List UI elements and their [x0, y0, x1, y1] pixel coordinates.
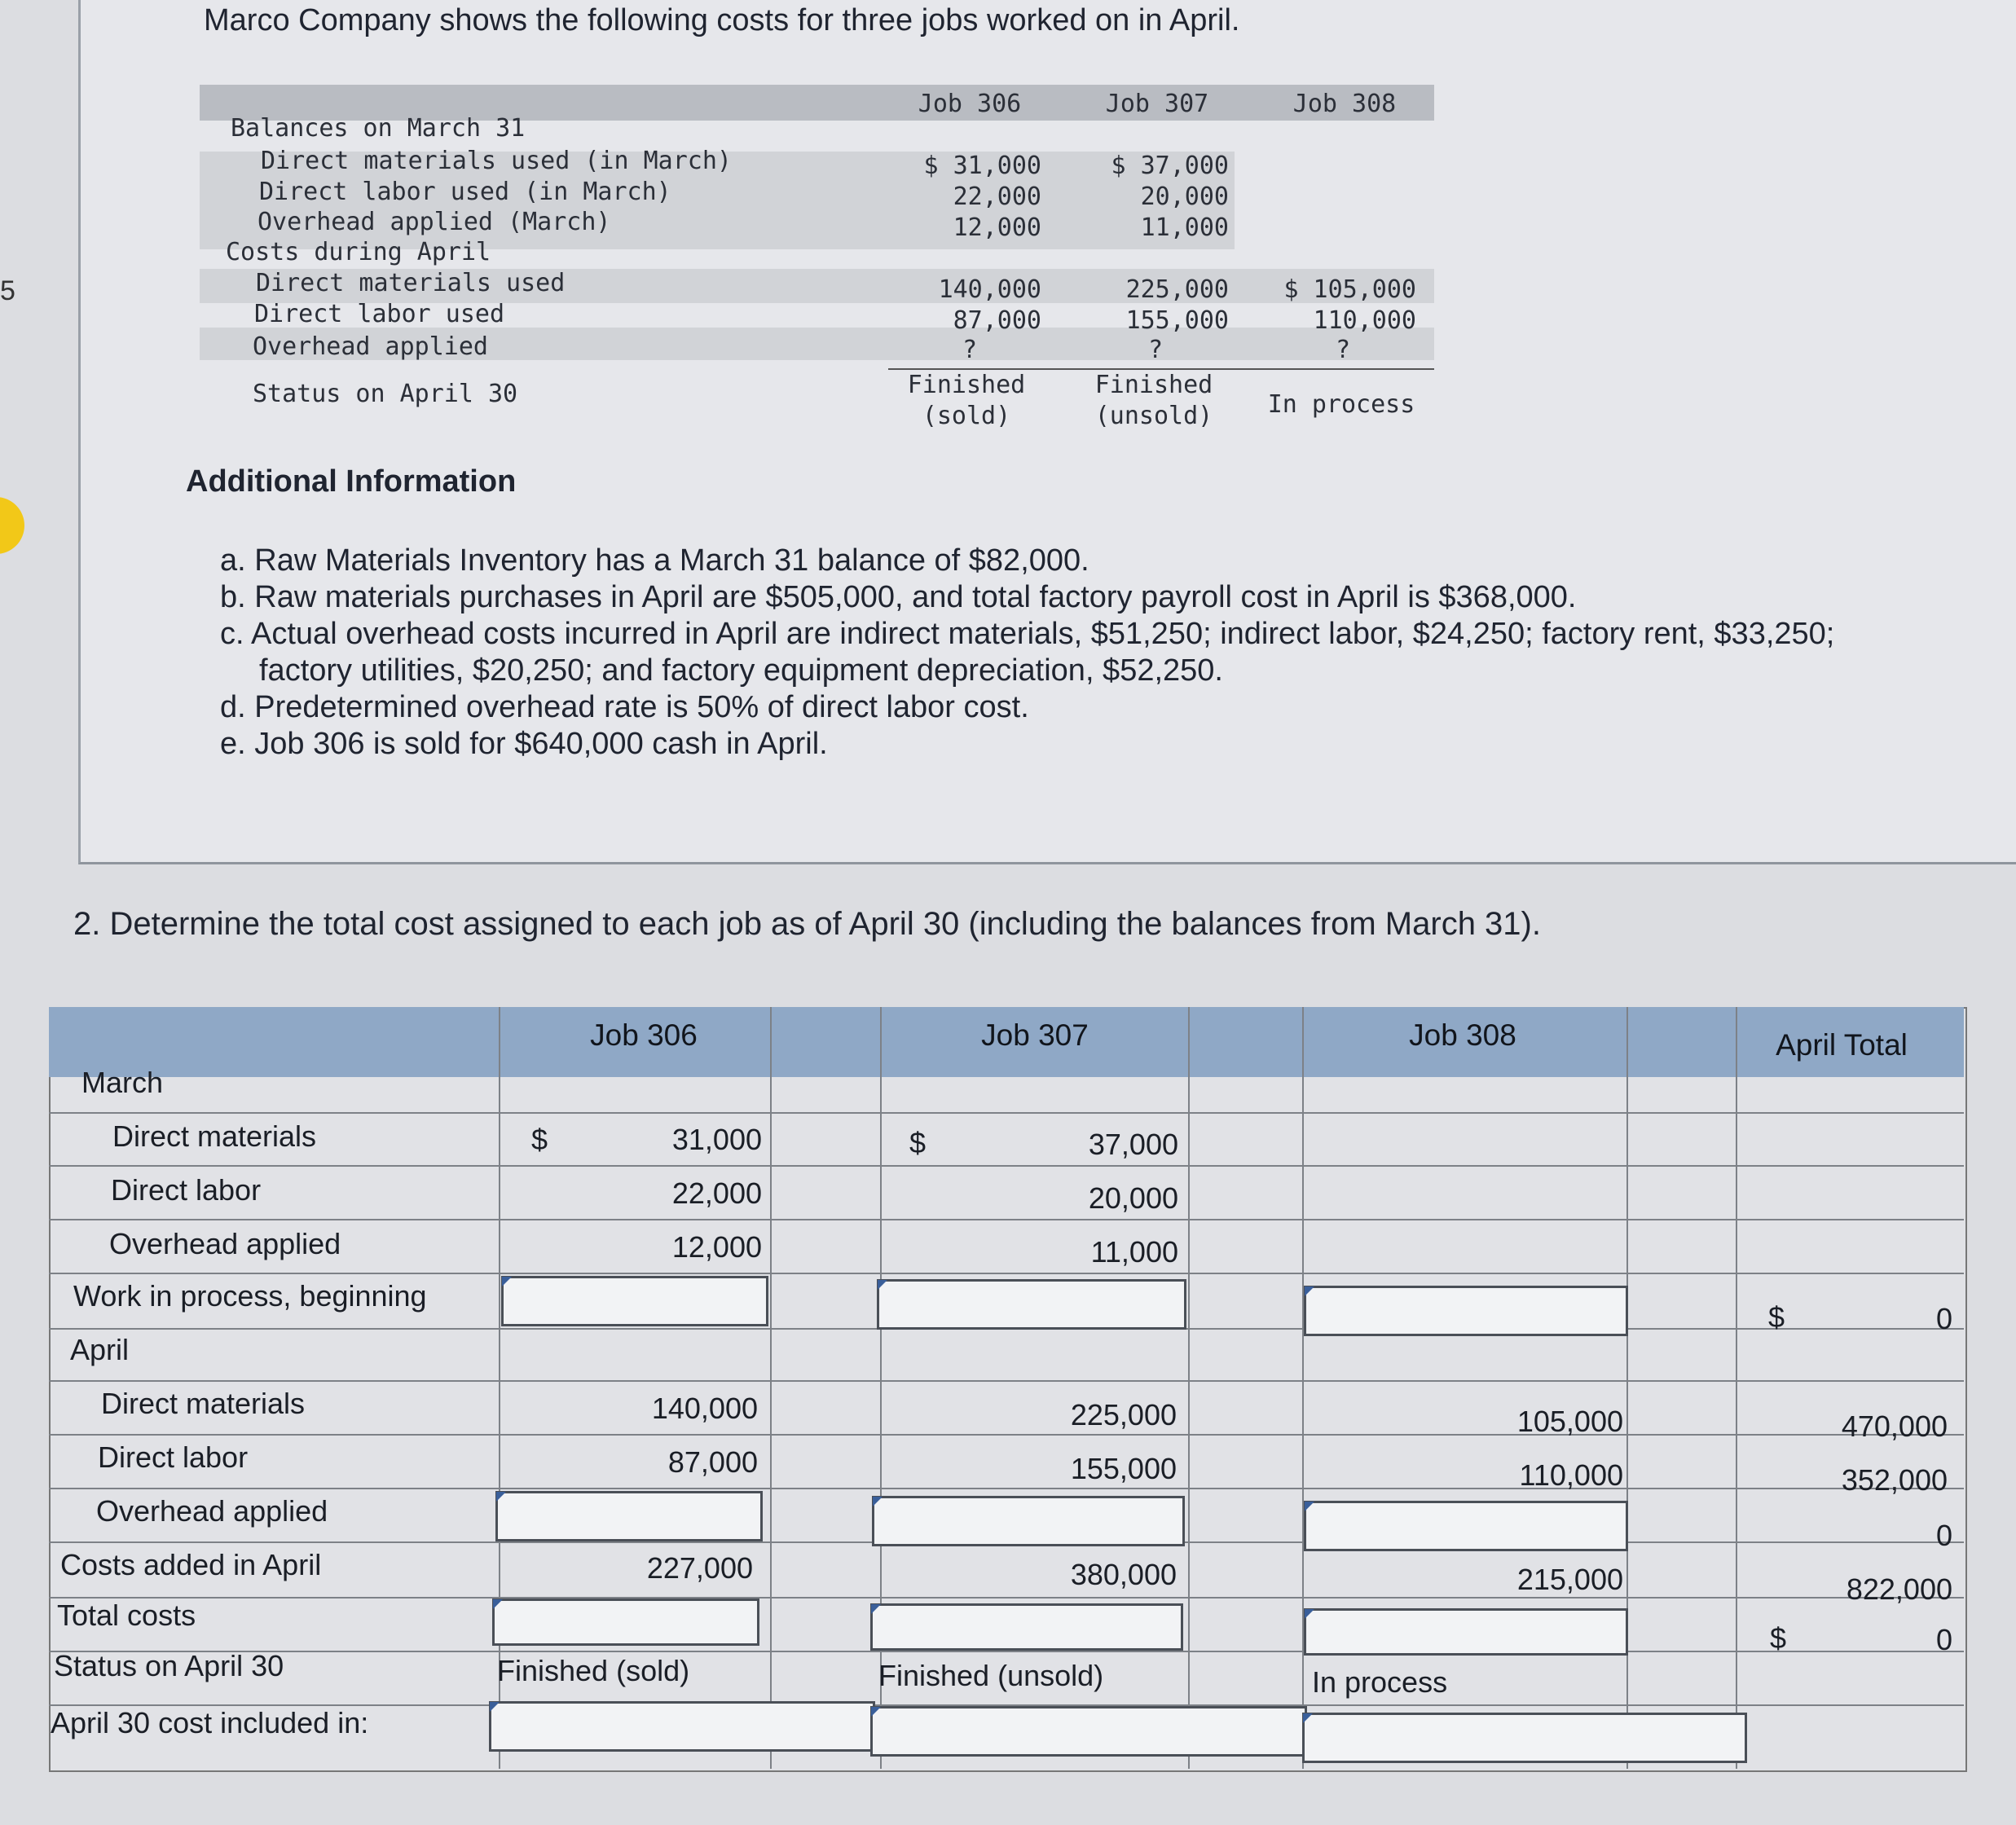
- row-label: Costs during April: [226, 238, 491, 266]
- value: 11,000: [1140, 213, 1229, 242]
- row-line: [49, 1273, 1964, 1274]
- value: 12,000: [953, 213, 1041, 242]
- col-sep: [880, 1007, 882, 1769]
- question-text: 2. Determine the total cost assigned to each job as of April 30 (including the balances from March 31).: [73, 906, 1541, 942]
- grid-col-job-307: Job 307: [981, 1018, 1089, 1052]
- value: $ 31,000: [923, 152, 1041, 180]
- row-label: Direct materials: [112, 1119, 317, 1153]
- edge-glyph: 5: [0, 275, 15, 306]
- row-label-april: April: [70, 1333, 130, 1366]
- value: $ 105,000: [1283, 275, 1416, 304]
- col-job-308: Job 308: [1292, 90, 1397, 118]
- dollar-sign: $: [909, 1126, 927, 1159]
- job307-april-dl: 155,000: [1070, 1452, 1177, 1485]
- job307-overhead-input[interactable]: [872, 1496, 1185, 1546]
- value: 22,000: [953, 182, 1041, 211]
- job306-march-oh: 12,000: [671, 1230, 762, 1264]
- row-label: Status on April 30: [54, 1649, 284, 1682]
- job307-wip-input[interactable]: [877, 1279, 1186, 1330]
- value: ?: [962, 336, 978, 364]
- row-line: [49, 1434, 1964, 1436]
- row-label-march: March: [81, 1066, 164, 1099]
- info-item: e. Job 306 is sold for $640,000 cash in April.: [220, 727, 828, 761]
- job307-added: 380,000: [1070, 1558, 1177, 1591]
- row-label: Total costs: [57, 1599, 196, 1632]
- value: 155,000: [1125, 306, 1229, 335]
- dollar-sign: $: [531, 1123, 548, 1156]
- additional-info-title: Additional Information: [186, 464, 517, 499]
- value: $ 37,000: [1111, 152, 1229, 180]
- job308-added: 215,000: [1516, 1563, 1623, 1596]
- info-item: b. Raw materials purchases in April are $505,000, and total factory payroll cost in April is $368,000.: [220, 580, 1577, 614]
- row-label: April 30 cost included in:: [51, 1706, 369, 1739]
- row-line: [49, 1380, 1964, 1382]
- job306-march-dm: 31,000: [671, 1123, 762, 1156]
- dollar-sign: $: [1770, 1621, 1787, 1655]
- job306-status: Finished (sold): [497, 1654, 690, 1687]
- answer-grid: [49, 1007, 1967, 1772]
- job307-status: Finished (unsold): [878, 1659, 1104, 1692]
- job308-overhead-input[interactable]: [1304, 1501, 1628, 1551]
- job306-added: 227,000: [646, 1551, 753, 1585]
- job306-april-dl: 87,000: [667, 1445, 758, 1479]
- value: ?: [1147, 336, 1164, 364]
- value: 87,000: [953, 306, 1041, 335]
- row-line: [49, 1597, 1964, 1599]
- col-sep: [1736, 1007, 1737, 1769]
- value: 110,000: [1313, 306, 1416, 335]
- row-label: Status on April 30: [253, 380, 518, 408]
- row-label: Costs added in April: [60, 1548, 322, 1581]
- job308-status: In process: [1312, 1665, 1448, 1699]
- row-line: [49, 1219, 1964, 1220]
- job308-april-dm: 105,000: [1516, 1405, 1623, 1438]
- row-line: [49, 1112, 1964, 1114]
- job308-wip-input[interactable]: [1304, 1286, 1628, 1336]
- row-label: Overhead applied (March): [258, 208, 611, 236]
- job306-overhead-input[interactable]: [495, 1491, 763, 1541]
- row-label: Direct materials used: [256, 269, 566, 297]
- value: ?: [1335, 336, 1351, 364]
- info-item: a. Raw Materials Inventory has a March 31 balance of $82,000.: [220, 543, 1089, 578]
- value: 20,000: [1140, 182, 1229, 211]
- job307-march-dl: 20,000: [1088, 1181, 1178, 1215]
- intro-text: Marco Company shows the following costs for three jobs worked on in April.: [204, 3, 1240, 37]
- info-item: factory utilities, $20,250; and factory equipment depreciation, $52,250.: [259, 653, 1223, 688]
- job306-april-dm: 140,000: [651, 1392, 758, 1425]
- total-april-dm: 470,000: [1841, 1409, 1948, 1443]
- dollar-sign: $: [1768, 1300, 1785, 1334]
- total-april-oh: 0: [1935, 1519, 1952, 1552]
- row-label: Overhead applied: [96, 1494, 328, 1528]
- job308-april-dl: 110,000: [1519, 1458, 1623, 1492]
- col-sep: [1188, 1007, 1190, 1769]
- row-line: [49, 1651, 1964, 1652]
- job308-included-select[interactable]: [1302, 1713, 1747, 1763]
- job306-wip-input[interactable]: [501, 1276, 768, 1326]
- total-added: 822,000: [1846, 1572, 1952, 1606]
- status-job-306: Finished (sold): [907, 371, 1026, 430]
- job308-total-input[interactable]: [1304, 1608, 1628, 1656]
- row-label: Direct materials: [101, 1387, 306, 1420]
- total-wip: 0: [1935, 1302, 1952, 1335]
- job306-included-select[interactable]: [489, 1701, 875, 1752]
- grid-col-april-total: April Total: [1776, 1028, 1908, 1062]
- grid-col-job-308: Job 308: [1409, 1018, 1516, 1052]
- row-line: [49, 1488, 1964, 1489]
- job307-march-oh: 11,000: [1090, 1235, 1178, 1269]
- status-job-307: Finished (unsold): [1094, 371, 1213, 430]
- yellow-marker: [0, 497, 24, 554]
- col-job-306: Job 306: [918, 90, 1022, 118]
- row-label: Direct labor: [98, 1440, 249, 1474]
- job306-march-dl: 22,000: [671, 1176, 762, 1210]
- row-label: Overhead applied: [253, 332, 488, 361]
- job306-total-input[interactable]: [492, 1599, 759, 1646]
- row-label: Direct labor: [111, 1173, 262, 1207]
- row-label: Work in process, beginning: [73, 1279, 427, 1313]
- info-item: c. Actual overhead costs incurred in April are indirect materials, $51,250; indirect labor, $24,250; factory rent, $33,250;: [220, 617, 1835, 651]
- status-job-308: In process: [1267, 390, 1415, 419]
- job307-april-dm: 225,000: [1070, 1398, 1177, 1431]
- row-line: [49, 1165, 1964, 1167]
- job307-included-select[interactable]: [870, 1706, 1307, 1757]
- grid-col-job-306: Job 306: [590, 1018, 698, 1052]
- job307-march-dm: 37,000: [1088, 1128, 1178, 1161]
- info-item: d. Predetermined overhead rate is 50% of direct labor cost.: [220, 690, 1029, 724]
- row-label: Balances on March 31: [231, 114, 526, 143]
- value: 225,000: [1125, 275, 1229, 304]
- col-job-307: Job 307: [1105, 90, 1209, 118]
- row-label: Direct labor used: [254, 300, 505, 328]
- value: 140,000: [938, 275, 1041, 304]
- row-label: Overhead applied: [109, 1227, 341, 1260]
- total-total: 0: [1935, 1623, 1952, 1656]
- additional-info-list: [220, 543, 1834, 763]
- row-label: Direct labor used (in March): [259, 178, 671, 206]
- col-sep: [770, 1007, 772, 1769]
- row-label: Direct materials used (in March): [261, 147, 732, 175]
- total-april-dl: 352,000: [1841, 1463, 1948, 1497]
- job307-total-input[interactable]: [870, 1603, 1183, 1651]
